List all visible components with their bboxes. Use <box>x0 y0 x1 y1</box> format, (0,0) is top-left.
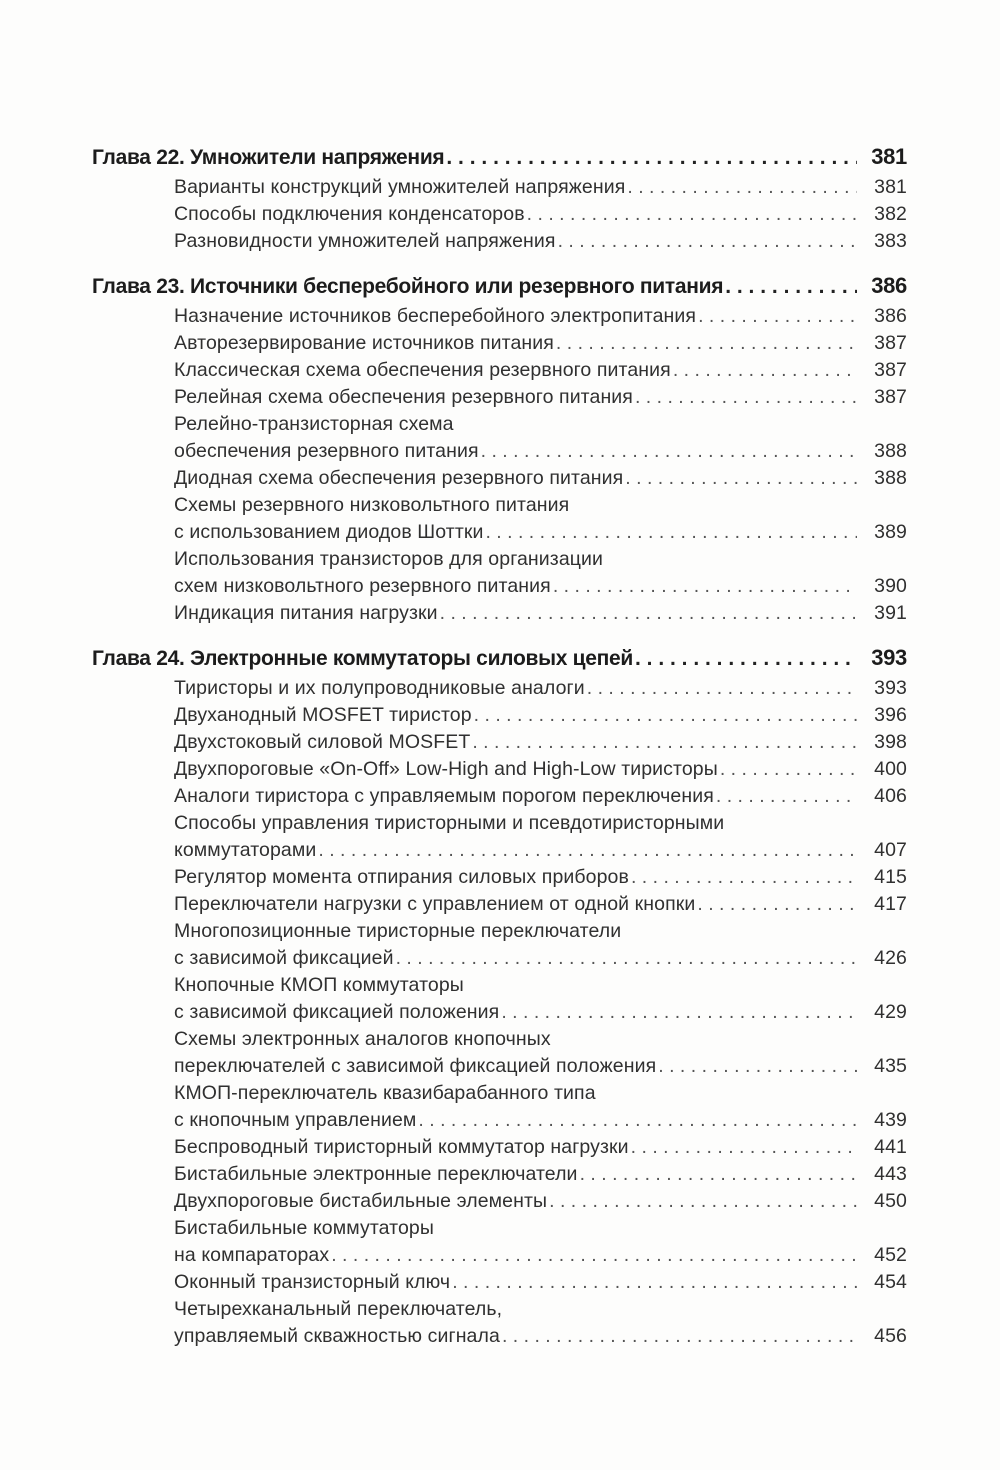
chapter-title: Глава 22. Умножители напряжения <box>92 146 445 169</box>
dot-leader <box>452 1269 857 1296</box>
dot-leader <box>485 519 857 546</box>
toc-entry[interactable] <box>174 303 907 330</box>
chapter-section <box>92 140 907 255</box>
entry-title-line: Схемы электронных аналогов кнопочных <box>174 1028 551 1050</box>
dot-leader <box>474 702 857 729</box>
dot-leader <box>725 270 857 304</box>
entry-title-line: Четырехканальный переключатель, <box>174 1298 503 1320</box>
entry-title-line: Оконный транзисторный ключ <box>174 1271 451 1293</box>
entry-row <box>174 1053 907 1080</box>
section-list <box>92 174 907 255</box>
dot-leader <box>396 945 857 972</box>
entry-title-line: Регулятор момента отпирания силовых приборов <box>174 866 629 888</box>
entry-title-line: Использования транзисторов для организации <box>174 548 604 570</box>
entry-page-number: 391 <box>874 602 907 624</box>
entry-page-number: 441 <box>874 1136 907 1158</box>
entry-title-line: с использованием диодов Шоттки <box>174 521 484 543</box>
entry-title-line: Схемы резервного низковольтного питания <box>174 494 570 516</box>
dot-leader <box>720 756 857 783</box>
entry-page-number: 443 <box>874 1163 907 1185</box>
toc-entry[interactable] <box>174 1215 907 1269</box>
entry-page-number: 400 <box>874 758 907 780</box>
entry-title-line: КМОП-переключатель квазибарабанного типа <box>174 1082 596 1104</box>
entry-row <box>174 465 907 492</box>
section-list <box>92 303 907 627</box>
toc-entry[interactable] <box>174 465 907 492</box>
entry-page-number: 383 <box>874 230 907 252</box>
entry-page-number: 382 <box>874 203 907 225</box>
entry-page-number: 456 <box>874 1325 907 1347</box>
dot-leader <box>631 864 857 891</box>
toc-entry[interactable] <box>174 1026 907 1080</box>
chapter-page-number: 381 <box>871 144 907 169</box>
entry-page-number: 386 <box>874 305 907 327</box>
entry-page-number: 439 <box>874 1109 907 1131</box>
entry-row <box>174 1188 907 1215</box>
entry-row <box>174 783 907 810</box>
toc-entry[interactable] <box>174 891 907 918</box>
toc-entry[interactable] <box>174 330 907 357</box>
dot-leader <box>446 141 857 175</box>
dot-leader <box>631 1134 857 1161</box>
dot-leader <box>673 357 857 384</box>
chapter-page-number: 393 <box>871 645 907 670</box>
dot-leader <box>549 1188 857 1215</box>
entry-row <box>174 1161 907 1188</box>
entry-title-line: Способы подключения конденсаторов <box>174 203 525 225</box>
dot-leader <box>318 837 857 864</box>
entry-title-line: Диодная схема обеспечения резервного питания <box>174 467 624 489</box>
dot-leader <box>635 642 857 676</box>
toc-entry[interactable] <box>174 384 907 411</box>
toc-entry[interactable] <box>174 1296 907 1350</box>
entry-row <box>174 330 907 357</box>
toc-entry[interactable] <box>174 174 907 201</box>
entry-page-number: 381 <box>874 176 907 198</box>
entry-page-number: 387 <box>874 386 907 408</box>
entry-title-line: Варианты конструкций умножителей напряжения <box>174 176 626 198</box>
entry-title-line: Тиристоры и их полупроводниковые аналоги <box>174 677 585 699</box>
entry-title-line: Кнопочные КМОП коммутаторы <box>174 974 464 996</box>
toc-entry[interactable] <box>174 357 907 384</box>
entry-title-line: Разновидности умножителей напряжения <box>174 230 556 252</box>
entry-title-line: Индикация питания нагрузки <box>174 602 438 624</box>
entry-row <box>174 729 907 756</box>
entry-title-line: на компараторах <box>174 1244 330 1266</box>
entry-title-line: коммутаторами <box>174 839 317 861</box>
entry-page-number: 398 <box>874 731 907 753</box>
entry-title-line: Классическая схема обеспечения резервного питания <box>174 359 671 381</box>
entry-row <box>174 303 907 330</box>
chapter-page-number: 386 <box>871 273 907 298</box>
entry-page-number: 390 <box>874 575 907 597</box>
entry-row <box>174 702 907 729</box>
entry-title-line: с зависимой фиксацией <box>174 947 394 969</box>
entry-title-line: Двухстоковый силовой MOSFET <box>174 731 471 753</box>
toc-entry[interactable] <box>174 1161 907 1188</box>
dot-leader <box>472 729 857 756</box>
dot-leader <box>502 1323 857 1350</box>
entry-row <box>174 1323 907 1350</box>
entry-row <box>174 357 907 384</box>
entry-title-line: схем низковольтного резервного питания <box>174 575 551 597</box>
toc-entry[interactable] <box>174 1080 907 1134</box>
entry-title-line: Релейная схема обеспечения резервного питания <box>174 386 633 408</box>
toc-entry[interactable] <box>174 600 907 627</box>
entry-title-line: управляемый скважностью сигнала <box>174 1325 500 1347</box>
entry-row <box>174 600 907 627</box>
entry-row <box>174 174 907 201</box>
entry-title-line: Назначение источников бесперебойного электропитания <box>174 305 697 327</box>
toc-entry[interactable] <box>174 864 907 891</box>
entry-page-number: 429 <box>874 1001 907 1023</box>
toc-entry[interactable] <box>174 729 907 756</box>
entry-title-line: Релейно-транзисторная схема <box>174 413 454 435</box>
toc-entry[interactable] <box>174 546 907 600</box>
entry-page-number: 454 <box>874 1271 907 1293</box>
entry-title-line: переключателей с зависимой фиксацией положения <box>174 1055 657 1077</box>
toc-entry[interactable] <box>174 918 907 972</box>
dot-leader <box>556 330 857 357</box>
chapter-heading[interactable] <box>92 269 907 303</box>
dot-leader <box>635 384 857 411</box>
toc-entry[interactable] <box>174 783 907 810</box>
entry-page-number: 388 <box>874 440 907 462</box>
entry-page-number: 387 <box>874 332 907 354</box>
dot-leader <box>558 228 857 255</box>
entry-row <box>174 675 907 702</box>
entry-title-line: Многопозиционные тиристорные переключатели <box>174 920 622 942</box>
toc-entry[interactable] <box>174 972 907 1026</box>
toc-entry[interactable] <box>174 411 907 465</box>
chapter-section <box>92 269 907 627</box>
entry-page-number: 388 <box>874 467 907 489</box>
toc-entry[interactable] <box>174 810 907 864</box>
dot-leader <box>331 1242 857 1269</box>
table-of-contents <box>92 140 907 1364</box>
dot-leader <box>553 573 857 600</box>
section-list <box>92 675 907 1350</box>
entry-row <box>174 1107 907 1134</box>
entry-page-number: 417 <box>874 893 907 915</box>
entry-title-line: Переключатели нагрузки с управлением от одной кнопки <box>174 893 696 915</box>
chapter-heading[interactable] <box>92 140 907 174</box>
entry-row <box>174 228 907 255</box>
entry-row <box>174 891 907 918</box>
entry-row <box>174 945 907 972</box>
entry-page-number: 406 <box>874 785 907 807</box>
toc-entry[interactable] <box>174 675 907 702</box>
entry-row <box>174 519 907 546</box>
entry-row <box>174 1242 907 1269</box>
dot-leader <box>587 675 857 702</box>
chapter-title: Глава 23. Источники бесперебойного или резервного питания <box>92 275 724 298</box>
chapter-heading[interactable] <box>92 641 907 675</box>
entry-row <box>174 201 907 228</box>
toc-entry[interactable] <box>174 756 907 783</box>
entry-row <box>174 438 907 465</box>
entry-page-number: 415 <box>874 866 907 888</box>
entry-page-number: 396 <box>874 704 907 726</box>
entry-title-line: Двуханодный MOSFET тиристор <box>174 704 472 726</box>
toc-entry[interactable] <box>174 1269 907 1296</box>
entry-title-line: Авторезервирование источников питания <box>174 332 554 354</box>
toc-entry[interactable] <box>174 702 907 729</box>
entry-row <box>174 1134 907 1161</box>
toc-entry[interactable] <box>174 228 907 255</box>
entry-row <box>174 756 907 783</box>
entry-page-number: 387 <box>874 359 907 381</box>
entry-title-line: Аналоги тиристора с управляемым порогом переключения <box>174 785 714 807</box>
entry-page-number: 389 <box>874 521 907 543</box>
entry-page-number: 450 <box>874 1190 907 1212</box>
dot-leader <box>625 465 857 492</box>
entry-row <box>174 384 907 411</box>
dot-leader <box>627 174 857 201</box>
toc-entry[interactable] <box>174 201 907 228</box>
entry-page-number: 393 <box>874 677 907 699</box>
dot-leader <box>697 891 857 918</box>
toc-entry[interactable] <box>174 1188 907 1215</box>
entry-title-line: с зависимой фиксацией положения <box>174 1001 500 1023</box>
dot-leader <box>527 201 857 228</box>
entry-page-number: 452 <box>874 1244 907 1266</box>
entry-title-line: Двухпороговые «On-Off» Low-High and High-Low тиристоры <box>174 758 718 780</box>
dot-leader <box>716 783 857 810</box>
entry-page-number: 426 <box>874 947 907 969</box>
entry-title-line: Двухпороговые бистабильные элементы <box>174 1190 548 1212</box>
dot-leader <box>698 303 857 330</box>
dot-leader <box>580 1161 857 1188</box>
entry-row <box>174 573 907 600</box>
dot-leader <box>440 600 857 627</box>
toc-entry[interactable] <box>174 1134 907 1161</box>
entry-row <box>174 864 907 891</box>
entry-row <box>174 837 907 864</box>
entry-title-line: Бистабильные коммутаторы <box>174 1217 434 1239</box>
entry-title-line: Способы управления тиристорными и псевдотиристорными <box>174 812 725 834</box>
toc-entry[interactable] <box>174 492 907 546</box>
dot-leader <box>481 438 857 465</box>
dot-leader <box>501 999 857 1026</box>
entry-row <box>174 1269 907 1296</box>
chapter-section <box>92 641 907 1350</box>
dot-leader <box>418 1107 857 1134</box>
chapter-title: Глава 24. Электронные коммутаторы силовых цепей <box>92 647 633 670</box>
entry-page-number: 407 <box>874 839 907 861</box>
entry-title-line: Беспроводный тиристорный коммутатор нагрузки <box>174 1136 629 1158</box>
entry-row <box>174 999 907 1026</box>
entry-title-line: обеспечения резервного питания <box>174 440 479 462</box>
entry-title-line: Бистабильные электронные переключатели <box>174 1163 578 1185</box>
dot-leader <box>658 1053 857 1080</box>
entry-title-line: с кнопочным управлением <box>174 1109 417 1131</box>
entry-page-number: 435 <box>874 1055 907 1077</box>
